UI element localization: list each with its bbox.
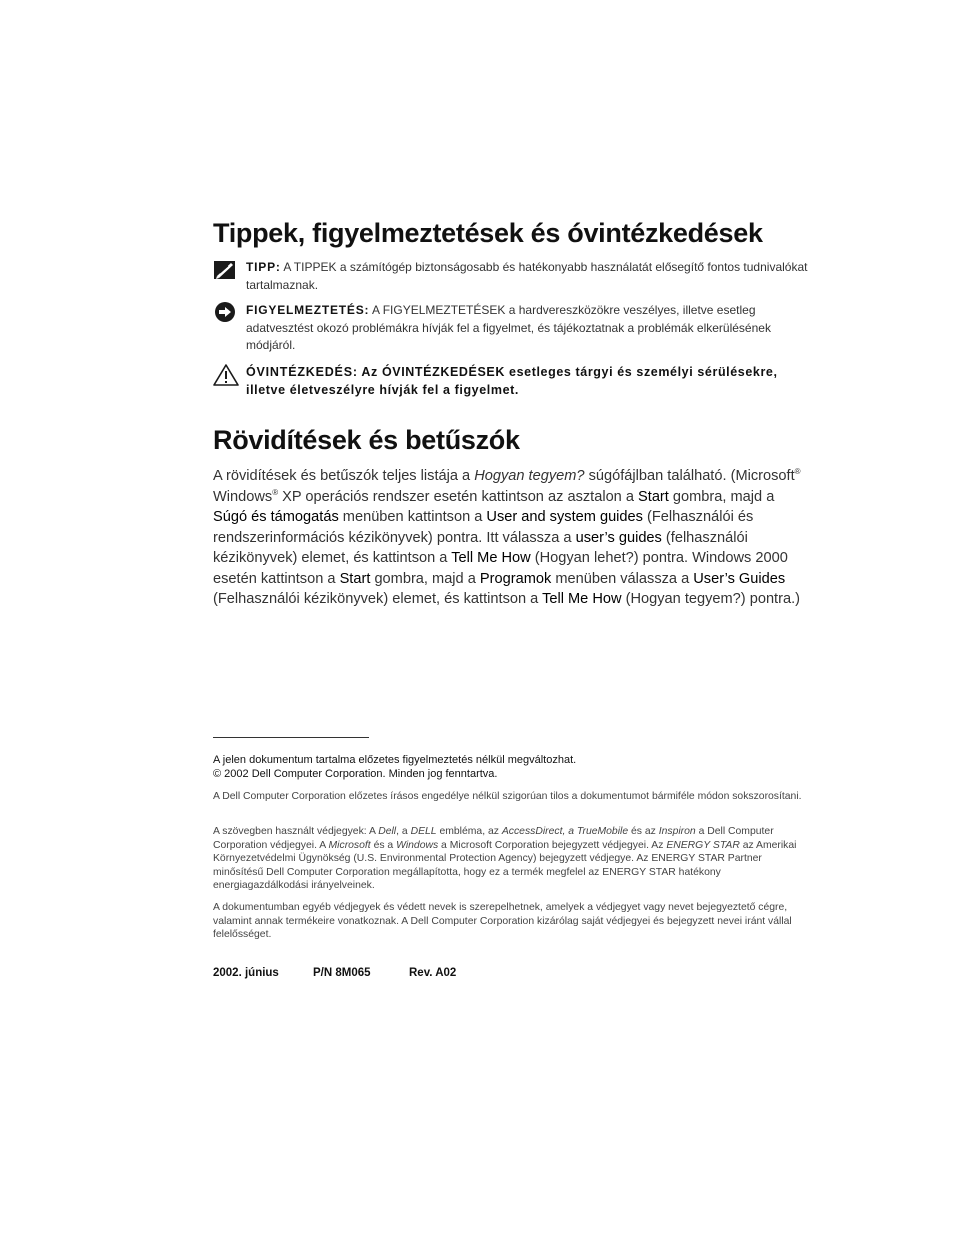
para-text: Windows — [213, 488, 273, 505]
legal-text: A szövegben használt védjegyek: A — [213, 826, 379, 837]
ui-term-users-guides-2: User’s Guides — [693, 570, 786, 587]
para-text: XP operációs rendszer esetén kattintson az asztalon a — [278, 488, 639, 505]
ui-term-user-system-guides: User and system guides — [486, 509, 643, 525]
notice-text — [246, 302, 813, 355]
legal-other-trademarks: A dokumentumban egyéb védjegyek és védett nevek is szerepelhetnek, amelyek a védjegyet vagy nevet bejegyeztető cégre, valamint annak termékeire vonatkoznak. A Dell Computer Corporation kizárólag saját védjegyei és bejegyzett nevei iránt vállal felelősséget. — [213, 902, 792, 940]
legal-text: , a — [396, 826, 411, 837]
tip-body: A TIPPEK a számítógép biztonságosabb és hatékonyabb használatát elősegítő fontos tudnivalókat tartalmaznak. — [246, 260, 808, 292]
para-text: menüben válassza a — [551, 570, 694, 587]
ui-term-programs: Programok — [479, 570, 552, 587]
trademark-dell: Dell — [378, 826, 397, 837]
para-text: (Felhasználói és rendszerinformációs kézikönyvek) pontra. Itt válassza a — [213, 509, 754, 546]
caution-label: ÓVINTÉZKEDÉS: — [246, 365, 358, 379]
legal-text: embléma, az — [436, 826, 502, 837]
para-text: (Hogyan tegyem?) pontra.) — [621, 591, 800, 607]
legal-notice — [213, 753, 811, 781]
notice-arrow-icon — [213, 302, 237, 324]
footer-revision: Rev. A02 — [409, 967, 457, 979]
notice-label: FIGYELMEZTETÉS: — [246, 303, 370, 317]
copyright-line: © 2002 Dell Computer Corporation. Minden jog fenntartva. — [213, 768, 498, 780]
legal-line: A jelen dokumentum tartalma előzetes figyelmeztetés nélkül megváltozhat. — [213, 754, 577, 766]
para-text: A rövidítések és betűszók teljes listája a — [213, 468, 475, 484]
trademark-inspiron: Inspiron — [658, 826, 696, 837]
para-text: (felhasználói kézikönyvek) elemet, és kattintson a — [213, 529, 748, 566]
document-footer — [213, 967, 456, 979]
caution-note — [213, 364, 813, 399]
legal-text: az Amerikai Környezetvédelmi Ügynökség (U.S. Environmental Protection Agency) bejegyzett védjegye. Az ENERGY STAR Partner minősítésű Dell Computer Corporation megállapította, hogy ez a termék megfelel az ENERGY STAR hatékony energiagazdálkodási irányelveinek. — [213, 839, 797, 891]
caution-body: Az ÓVINTÉZKEDÉSEK esetleges tárgyi és személyi sérülésekre, illetve életveszélyre hívják fel a figyelmet. — [246, 365, 778, 397]
trademark-dell-logo: DELL — [410, 826, 437, 837]
pencil-note-icon — [213, 259, 237, 281]
trademark-accessdirect: AccessDirect, a TrueMobile — [501, 826, 629, 837]
abbreviations-paragraph — [213, 466, 811, 610]
para-text: menüben kattintson a — [338, 509, 487, 525]
para-text: súgófájlban található. (Microsoft — [584, 468, 795, 484]
notice-body: A FIGYELMEZTETÉSEK a hardvereszközökre veszélyes, illetve esetleg adatvesztést okozó problémákra hívják fel a figyelmet, és tájékoztatnak a problémák elkerülésének módjáról. — [246, 303, 771, 352]
legal-text: a Microsoft Corporation bejegyzett védjegyei. Az — [438, 839, 667, 851]
ui-term-tell-me-how: Tell Me How — [451, 550, 531, 566]
para-text: (Hogyan lehet?) pontra. Windows 2000 esetén kattintson a — [213, 550, 788, 587]
help-file-name: Hogyan tegyem? — [474, 468, 585, 484]
ui-term-users-guides: user’s guides — [575, 529, 662, 546]
legal-text: és a — [370, 839, 397, 851]
registered-mark: ® — [794, 467, 801, 477]
tip-label: TIPP: — [246, 260, 281, 274]
ui-term-start: Start — [339, 570, 371, 587]
trademark-microsoft: Microsoft — [328, 839, 371, 851]
para-text: gombra, majd a — [370, 570, 480, 587]
footnote-divider — [213, 737, 369, 738]
legal-text: és az — [628, 826, 659, 837]
footer-part-number: P/N 8M065 — [313, 967, 371, 979]
trademark-windows: Windows — [396, 839, 439, 851]
section-title-tips: Tippek, figyelmeztetések és óvintézkedések — [213, 218, 763, 248]
registered-mark: ® — [272, 487, 279, 497]
ui-term-tell-me-how: Tell Me How — [542, 591, 622, 607]
para-text: gombra, majd a — [668, 488, 775, 505]
ui-term-start: Start — [638, 488, 669, 505]
caution-text — [246, 364, 813, 399]
legal-text: a Dell Computer Corporation védjegyei. A — [213, 826, 774, 851]
tip-note — [213, 259, 813, 294]
notice-note — [213, 302, 813, 355]
warning-triangle-icon — [213, 364, 237, 386]
section-title-abbreviations: Rövidítések és betűszók — [213, 425, 520, 455]
legal-trademarks — [213, 825, 811, 893]
footer-date: 2002. június — [213, 967, 279, 979]
legal-reproduction: A Dell Computer Corporation előzetes írásos engedélye nélkül szigorúan tilos a dokumentumot bármiféle módon sokszorosítani. — [213, 791, 802, 802]
para-text: (Felhasználói kézikönyvek) elemet, és kattintson a — [213, 591, 543, 607]
tip-text — [246, 259, 813, 294]
trademark-energy-star: ENERGY STAR — [666, 839, 740, 851]
ui-term-help-support: Súgó és támogatás — [213, 509, 339, 525]
